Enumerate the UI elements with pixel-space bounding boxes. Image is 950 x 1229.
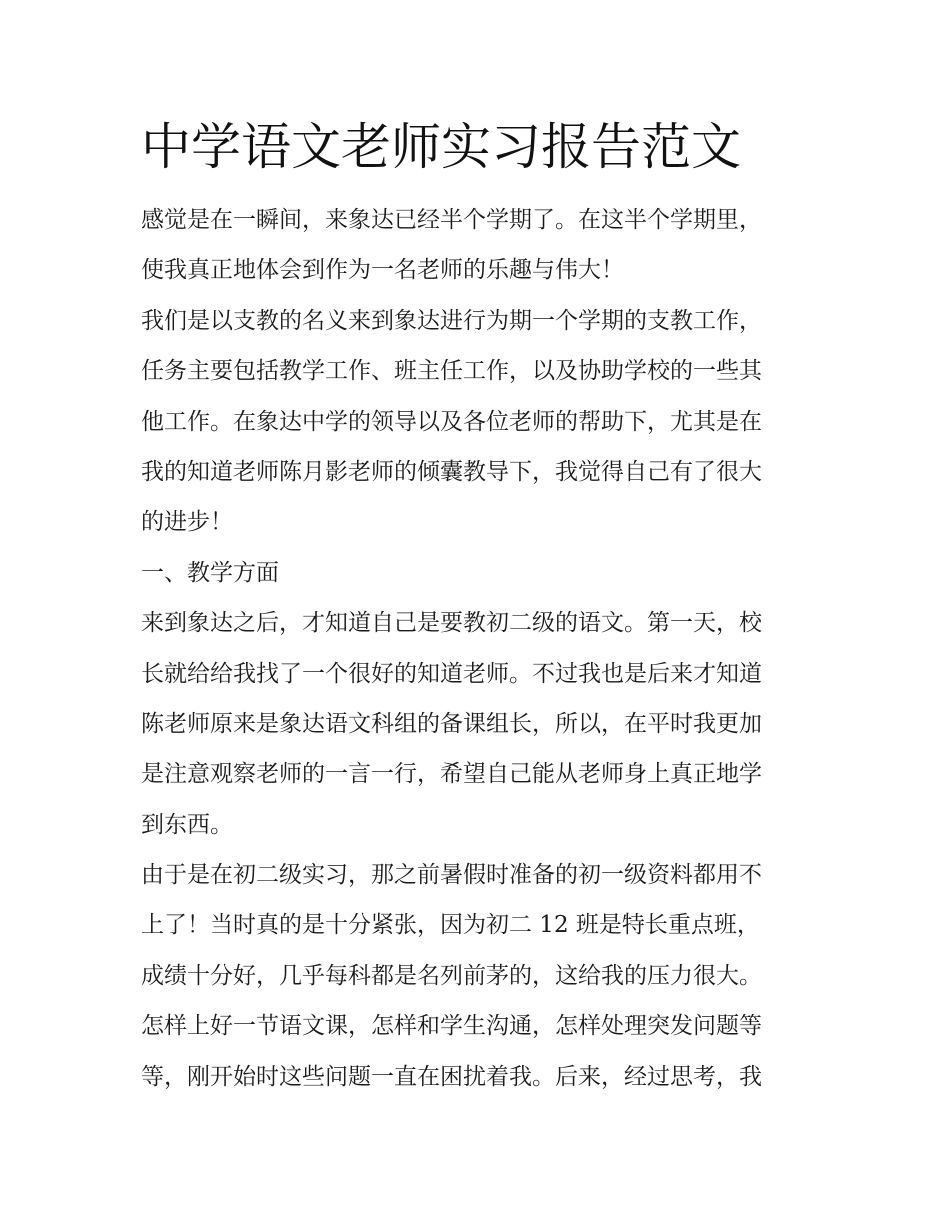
text-line: 我的知道老师陈月影老师的倾囊教导下，我觉得自己有了很大 (141, 458, 762, 485)
text-line: 的进步！ (141, 509, 233, 536)
text-line: 他工作。在象达中学的领导以及各位老师的帮助下，尤其是在 (141, 408, 762, 435)
text-line: 使我真正地体会到作为一名老师的乐趣与伟大！ (141, 257, 624, 284)
text-line: 我们是以支教的名义来到象达进行为期一个学期的支教工作， (141, 307, 762, 334)
document-body (141, 195, 821, 1102)
text-line: 到东西。 (141, 811, 233, 838)
text-line: 感觉是在一瞬间，来象达已经半个学期了。在这半个学期里， (141, 207, 762, 233)
text-line: 长就给给我找了一个很好的知道老师。不过我也是后来才知道 (141, 660, 762, 687)
text-line: 等，刚开始时这些问题一直在困扰着我。后来，经过思考，我 (141, 1063, 762, 1090)
text-line: 是注意观察老师的一言一行，希望自己能从老师身上真正地学 (141, 761, 762, 788)
text-line: 怎样上好一节语文课，怎样和学生沟通，怎样处理突发问题等 (141, 1013, 762, 1040)
text-line: 任务主要包括教学工作、班主任工作，以及协助学校的一些其 (141, 358, 762, 385)
text-line: 成绩十分好，几乎每科都是名列前茅的，这给我的压力很大。 (141, 962, 762, 989)
text-line: 由于是在初二级实习，那之前暑假时准备的初一级资料都用不 (141, 862, 762, 889)
text-line: 陈老师原来是象达语文科组的备课组长，所以，在平时我更加 (141, 710, 762, 737)
text-line: 上了！当时真的是十分紧张，因为初二 12 班是特长重点班， (141, 912, 760, 939)
text-line: 来到象达之后，才知道自己是要教初二级的语文。第一天，校 (141, 610, 762, 637)
document-title: 中学语文老师实习报告范文 (141, 118, 741, 176)
section-heading: 一、教学方面 (141, 559, 279, 586)
